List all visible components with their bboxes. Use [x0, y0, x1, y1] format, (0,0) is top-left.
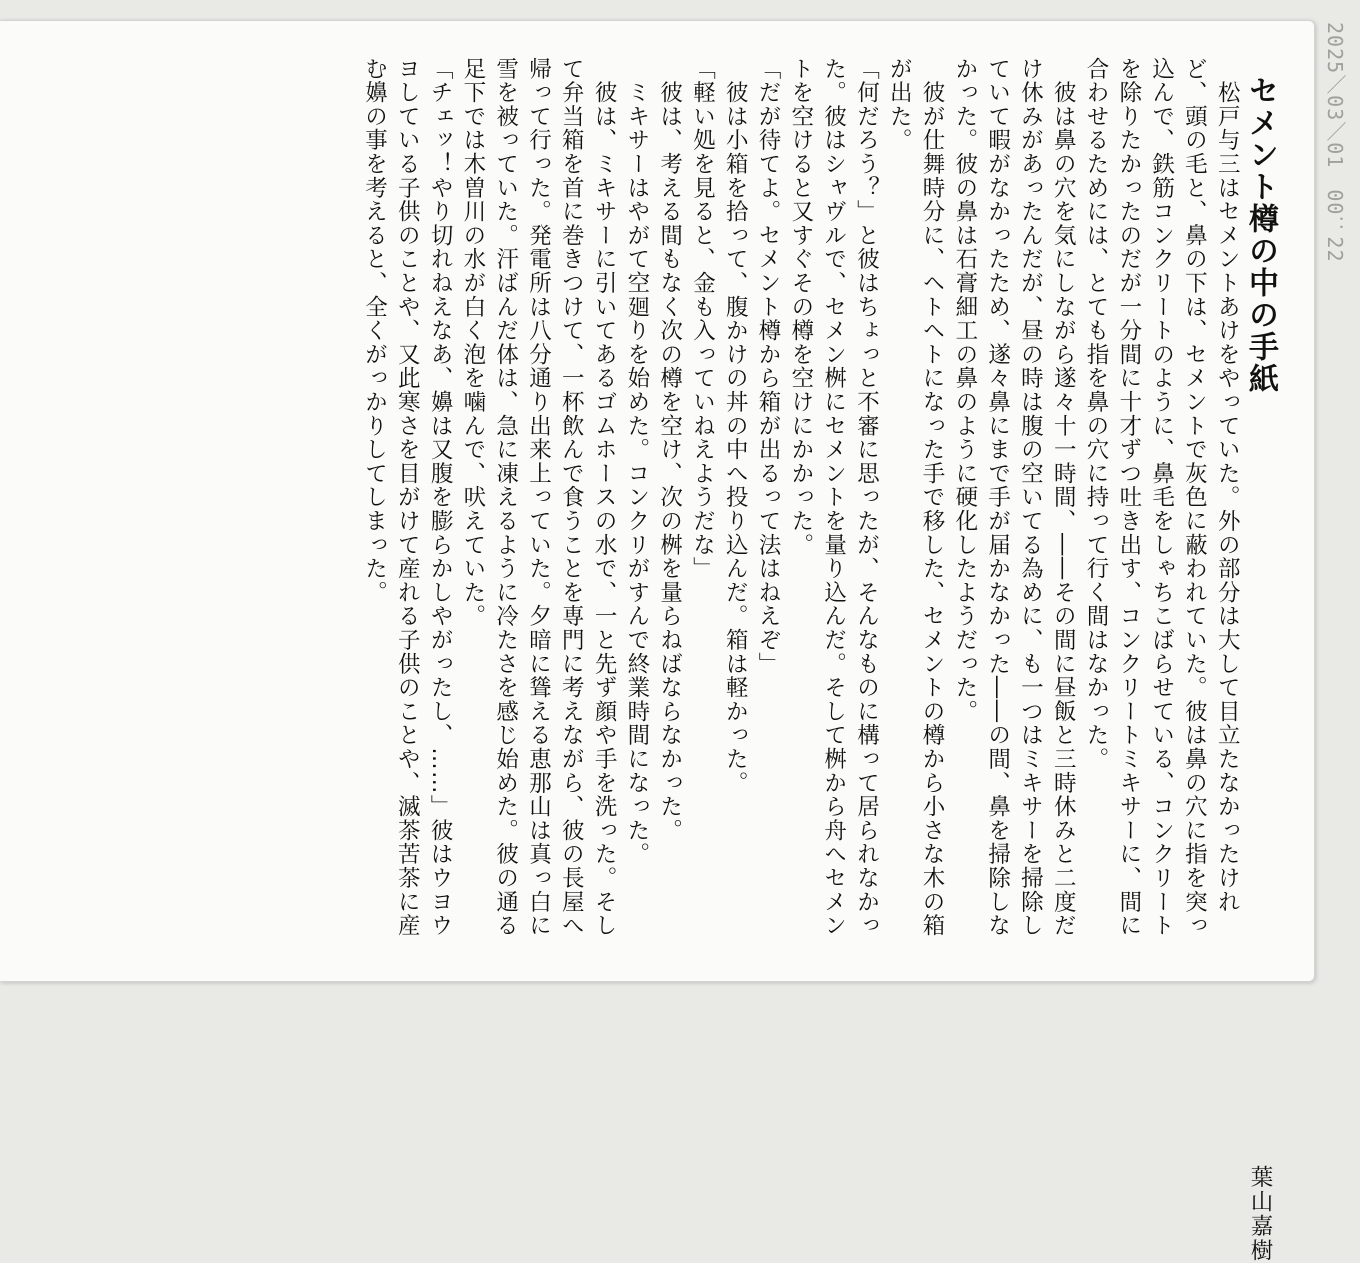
- text-line: 彼は鼻の穴を気にしながら遂々十一時間、――その間に昼飯と三時休みと二度だ: [1050, 57, 1077, 938]
- text-line: ていて暇がなかったため、遂々鼻にまで手が届かなかった――の間、鼻を掃除しな: [984, 57, 1011, 938]
- text-line: 彼は、考える間もなく次の樽を空け、次の桝を量らねばならなかった。: [656, 57, 683, 843]
- text-line: 「チェッ！やり切れねえなあ、嬶は又腹を膨らかしやがったし、……」彼はウヨウ: [427, 57, 454, 938]
- text-line: た。彼はシャヴルで、セメン桝にセメントを量り込んだ。そして桝から舟へセメン: [820, 57, 847, 938]
- text-line: 「だが待てよ。セメント樽から箱が出るって法はねえぞ」: [755, 57, 782, 676]
- text-line: 込んで、鉄筋コンクリートのように、鼻毛をしゃちこばらせている、コンクリート: [1148, 57, 1175, 938]
- text-line: ミキサーはやがて空廻りを始めた。コンクリがすんで終業時間になった。: [623, 57, 650, 867]
- text-line: 松戸与三はセメントあけをやっていた。外の部分は大して目立たなかったけれ: [1214, 57, 1241, 914]
- text-line: 足下では木曽川の水が白く泡を噛んで、吠えていた。: [459, 57, 486, 629]
- story-author: 葉山嘉樹: [1247, 1165, 1273, 1263]
- text-line: を除りたかったのだが一分間に十才ずつ吐き出す、コンクリートミキサーに、間に: [1115, 57, 1142, 938]
- text-line: が出た。: [886, 57, 913, 153]
- story-title: セメント樽の中の手紙: [1243, 75, 1278, 395]
- text-line: 「何だろう？」と彼はちょっと不審に思ったが、そんなものに構って居られなかっ: [853, 57, 880, 938]
- text-line: 帰って行った。発電所は八分通り出来上っていた。夕暗に聳える恵那山は真っ白に: [525, 57, 552, 938]
- text-line: トを空けると又すぐその樽を空けにかかった。: [787, 57, 814, 557]
- story-paragraphs: [358, 57, 1244, 957]
- text-line: 合わせるためには、とても指を鼻の穴に持って行く間はなかった。: [1083, 57, 1110, 771]
- datetime-display: 2025／03／01 00：22: [1323, 22, 1347, 263]
- text-line: 雪を被っていた。汗ばんだ体は、急に凍えるように冷たさを感じ始めた。彼の通る: [492, 57, 519, 938]
- text-line: ど、頭の毛と、鼻の下は、セメントで灰色に蔽われていた。彼は鼻の穴に指を突っ: [1181, 57, 1208, 938]
- text-line: ヨしている子供のことや、又此寒さを目がけて産れる子供のことや、滅茶苦茶に産: [394, 57, 421, 938]
- text-line: 彼は、ミキサーに引いてあるゴムホースの水で、一と先ず顔や手を洗った。そし: [591, 57, 618, 938]
- text-line: む嬶の事を考えると、全くがっかりしてしまった。: [361, 57, 388, 605]
- text-line: 彼は小箱を拾って、腹かけの丼の中へ投り込んだ。箱は軽かった。: [722, 57, 749, 795]
- vertical-text-body: [358, 57, 1278, 1263]
- text-line: て弁当箱を首に巻きつけて、一杯飲んで食うことを専門に考えながら、彼の長屋へ: [558, 57, 585, 938]
- text-line: 彼が仕舞時分に、ヘトヘトになった手で移した、セメントの樽から小さな木の箱: [919, 57, 946, 938]
- text-line: け休みがあったんだが、昼の時は腹の空いてる為めに、も一つはミキサーを掃除し: [1017, 57, 1044, 938]
- text-line: かった。彼の鼻は石膏細工の鼻のように硬化したようだった。: [951, 57, 978, 724]
- text-line: 「軽い処を見ると、金も入っていねえようだな」: [689, 57, 716, 581]
- reader-page[interactable]: [0, 20, 1315, 1263]
